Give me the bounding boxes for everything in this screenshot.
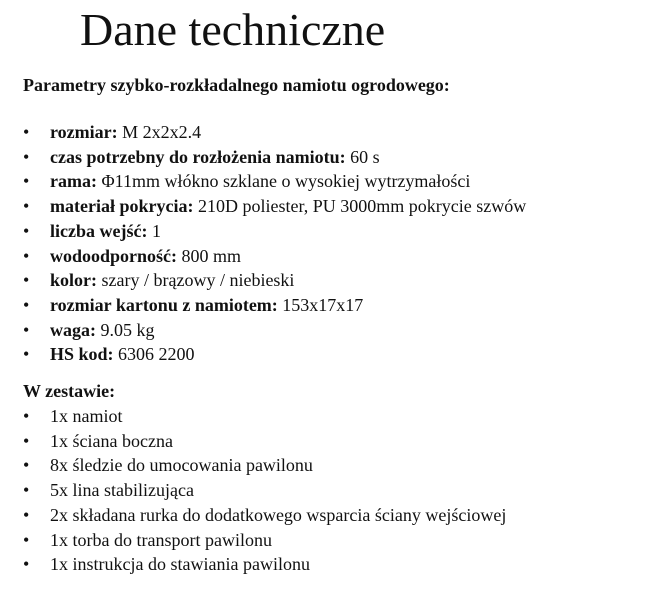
kit-item-text: 1x namiot: [50, 406, 123, 426]
spec-label: wodoodporność:: [50, 245, 178, 266]
kit-item: [23, 429, 506, 454]
spec-value: 60 s: [345, 146, 380, 167]
spec-value: 1: [147, 220, 161, 241]
bullet: •: [23, 196, 30, 217]
spec-item: [23, 194, 526, 219]
spec-value: 210D poliester, PU 3000mm pokrycie szwów: [193, 196, 527, 217]
spec-value: M 2x2x2.4: [117, 122, 202, 142]
spec-item: [23, 318, 526, 343]
spec-item: [23, 268, 526, 293]
bullet: •: [23, 319, 30, 340]
spec-label: liczba wejść:: [50, 220, 148, 241]
kit-item: [23, 552, 506, 577]
spec-label: kolor:: [50, 270, 97, 291]
spec-label: HS kod:: [50, 344, 114, 365]
kit-item: [23, 453, 506, 478]
spec-label: rozmiar kartonu z namiotem:: [50, 294, 278, 315]
spec-value: 153x17x17: [277, 294, 364, 315]
page-title: Dane techniczne: [80, 4, 386, 55]
spec-item: [23, 169, 526, 194]
kit-item-text: 1x instrukcja do stawiania pawilonu: [50, 554, 310, 575]
spec-value: szary / brązowy / niebieski: [97, 270, 295, 291]
bullet: •: [23, 294, 30, 315]
subtitle: Parametry szybko-rozkładalnego namiotu ogrodowego:: [23, 75, 450, 95]
spec-list: [23, 120, 526, 367]
kit-item: [23, 404, 506, 429]
spec-label: rozmiar:: [50, 122, 118, 142]
bullet: •: [23, 171, 30, 192]
kit-item-text: 1x ściana boczna: [50, 430, 173, 451]
spec-value: 800 mm: [177, 245, 242, 266]
kit-item: [23, 478, 506, 503]
bullet: •: [23, 344, 30, 365]
spec-label: rama:: [50, 171, 97, 192]
bullet: •: [23, 270, 30, 291]
bullet: •: [23, 430, 30, 451]
kit-item: [23, 528, 506, 553]
bullet: •: [23, 554, 30, 575]
spec-item: [23, 120, 526, 145]
kit-item-text: 5x lina stabilizująca: [50, 480, 194, 501]
bullet: •: [23, 220, 30, 241]
spec-item: [23, 244, 526, 269]
spec-item: [23, 219, 526, 244]
spec-item: [23, 342, 526, 367]
kit-item-text: 1x torba do transport pawilonu: [50, 529, 272, 550]
spec-item: [23, 145, 526, 170]
bullet: •: [23, 504, 30, 525]
bullet: •: [23, 245, 30, 266]
kit-heading: W zestawie:: [23, 381, 116, 401]
spec-value: 6306 2200: [113, 344, 195, 365]
kit-list: [23, 404, 506, 577]
kit-item-text: 8x śledzie do umocowania pawilonu: [50, 455, 313, 476]
spec-value: 9.05 kg: [96, 319, 155, 340]
bullet: •: [23, 455, 30, 476]
kit-item: [23, 503, 506, 528]
spec-label: czas potrzebny do rozłożenia namiotu:: [50, 146, 346, 167]
bullet: •: [23, 146, 30, 167]
bullet: •: [23, 480, 30, 501]
kit-item-text: 2x składana rurka do dodatkowego wsparcia ściany wejściowej: [50, 504, 507, 525]
bullet: •: [23, 406, 30, 426]
spec-label: materiał pokrycia:: [50, 196, 194, 217]
bullet: •: [23, 529, 30, 550]
spec-item: [23, 293, 526, 318]
spec-value: Φ11mm włókno szklane o wysokiej wytrzymałości: [96, 171, 471, 192]
spec-label: waga:: [50, 319, 96, 340]
bullet: •: [23, 122, 30, 142]
